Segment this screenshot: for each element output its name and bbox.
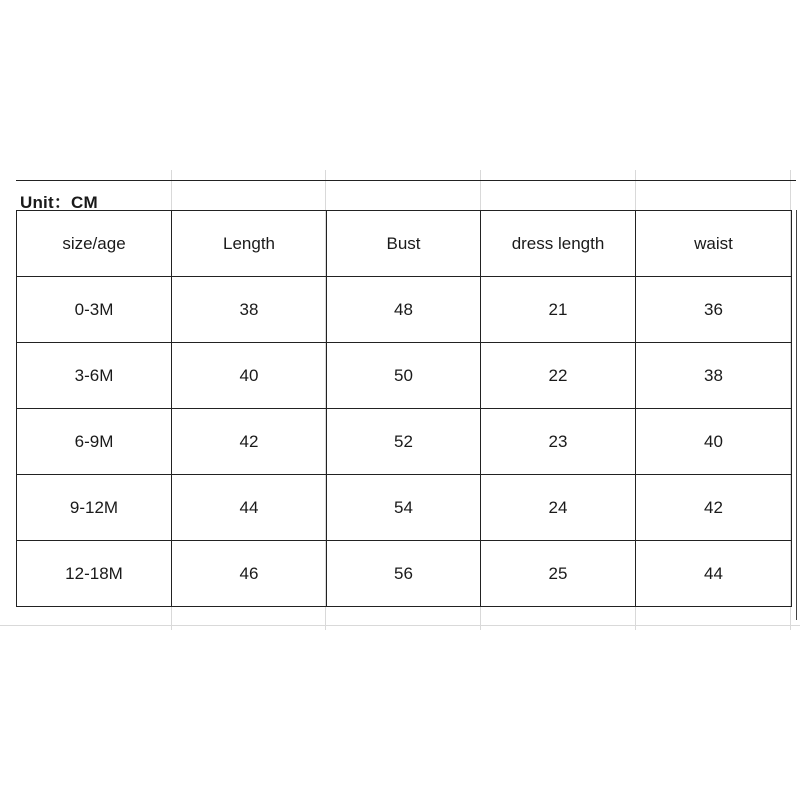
cell-size: 12-18M [17, 541, 172, 607]
gridline [0, 625, 800, 626]
cell-dress-length: 25 [481, 541, 636, 607]
cell-size: 9-12M [17, 475, 172, 541]
table-row [17, 277, 792, 343]
table-row [17, 409, 792, 475]
table-row [17, 475, 792, 541]
cell-length: 46 [172, 541, 327, 607]
cell-length: 40 [172, 343, 327, 409]
cell-size: 0-3M [17, 277, 172, 343]
header-cell-dress-length: dress length [481, 211, 636, 277]
header-cell-length: Length [172, 211, 327, 277]
cell-waist: 38 [636, 343, 792, 409]
cell-length: 38 [172, 277, 327, 343]
cell-bust: 54 [327, 475, 481, 541]
table-row [17, 343, 792, 409]
cell-bust: 50 [327, 343, 481, 409]
gridline [796, 210, 797, 620]
cell-bust: 56 [327, 541, 481, 607]
cell-dress-length: 23 [481, 409, 636, 475]
cell-waist: 40 [636, 409, 792, 475]
unit-label: Unit：CM [20, 193, 98, 212]
cell-dress-length: 21 [481, 277, 636, 343]
cell-size: 6-9M [17, 409, 172, 475]
cell-dress-length: 24 [481, 475, 636, 541]
header-cell-size-age: size/age [17, 211, 172, 277]
cell-waist: 36 [636, 277, 792, 343]
cell-length: 42 [172, 409, 327, 475]
cell-bust: 52 [327, 409, 481, 475]
header-cell-waist: waist [636, 211, 792, 277]
table-row [17, 541, 792, 607]
cell-waist: 44 [636, 541, 792, 607]
cell-dress-length: 22 [481, 343, 636, 409]
cell-bust: 48 [327, 277, 481, 343]
unit-row [16, 180, 796, 210]
size-chart-table [16, 210, 792, 607]
header-row [17, 211, 792, 277]
header-cell-bust: Bust [327, 211, 481, 277]
cell-length: 44 [172, 475, 327, 541]
cell-size: 3-6M [17, 343, 172, 409]
cell-waist: 42 [636, 475, 792, 541]
